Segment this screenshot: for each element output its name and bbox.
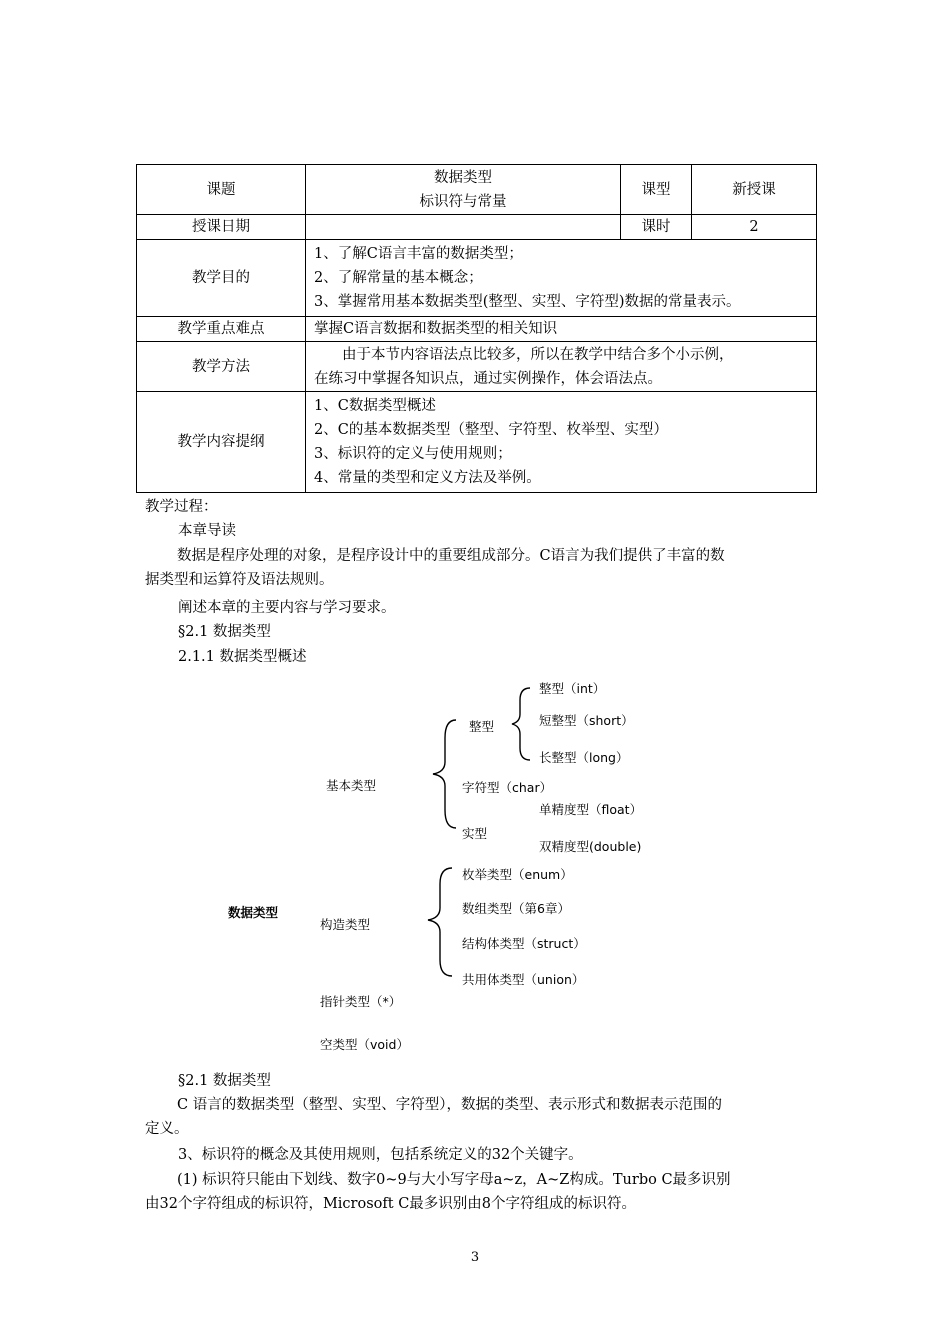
chapter-intro: 本章导读 — [178, 523, 236, 539]
type-void: 空类型（void） — [320, 1037, 409, 1052]
goals-label: 教学目的 — [137, 240, 306, 317]
brace-construct — [428, 868, 452, 976]
type-real: 实型 — [462, 826, 488, 841]
type-pointer: 指针类型（*） — [320, 994, 402, 1009]
outline-item: 4、常量的类型和定义方法及举例。 — [314, 470, 541, 486]
section-heading: §2.1 数据类型 — [178, 624, 271, 640]
paragraph-5-line1: (1) 标识符只能由下划线、数字0~9与大小写字母a~z，A~Z构成。Turbo C最多识别 — [177, 1172, 731, 1188]
type-basic: 基本类型 — [326, 778, 377, 793]
paragraph-2: 阐述本章的主要内容与学习要求。 — [178, 600, 396, 616]
type-double: 双精度型(double) — [539, 839, 642, 854]
type-union: 共用体类型（union） — [462, 972, 585, 987]
type-label: 课型 — [621, 165, 692, 215]
paragraph-3-line1: C 语言的数据类型（整型、实型、字符型），数据的类型、表示形式和数据表示范围的 — [177, 1097, 722, 1113]
type-array: 数组类型（第6章） — [462, 901, 570, 916]
paragraph-4: 3、标识符的概念及其使用规则，包括系统定义的32个关键字。 — [178, 1147, 583, 1163]
method-line1: 由于本节内容语法点比较多，所以在教学中结合多个小示例， — [342, 346, 734, 363]
paragraph-1-line2: 据类型和运算符及语法规则。 — [145, 572, 334, 588]
paragraph-3 — [145, 1093, 810, 1141]
goal-item: 1、了解C语言丰富的数据类型； — [314, 246, 523, 262]
method-line2: 在练习中掌握各知识点，通过实例操作，体会语法点。 — [314, 370, 662, 387]
process-heading: 教学过程： — [145, 499, 218, 515]
type-long: 长整型（long） — [539, 750, 629, 765]
type-enum: 枚举类型（enum） — [462, 867, 573, 882]
outline-label: 教学内容提纲 — [137, 392, 306, 493]
type-float: 单精度型（float） — [539, 802, 643, 817]
key-value: 掌握C语言数据和数据类型的相关知识 — [306, 317, 817, 342]
goal-item: 2、了解常量的基本概念； — [314, 270, 483, 286]
type-root: 数据类型 — [228, 905, 279, 920]
outline-item: 2、C的基本数据类型（整型、字符型、枚举型、实型） — [314, 422, 668, 438]
type-value: 新授课 — [692, 165, 817, 215]
type-construct: 构造类型 — [320, 917, 371, 932]
method-label: 教学方法 — [137, 342, 306, 392]
subsection-heading: 2.1.1 数据类型概述 — [178, 649, 307, 665]
hours-label: 课时 — [621, 215, 692, 240]
topic-line1: 数据类型 — [434, 169, 492, 186]
type-short: 短整型（short） — [539, 713, 634, 728]
page-number: 3 — [470, 1250, 480, 1265]
type-struct: 结构体类型（struct） — [462, 936, 586, 951]
hours-value: 2 — [692, 215, 817, 240]
paragraph-5-line2: 由32个字符组成的标识符，Microsoft C最多识别由8个字符组成的标识符。 — [145, 1196, 637, 1212]
key-label: 教学重点难点 — [137, 317, 306, 342]
section-heading-2: §2.1 数据类型 — [178, 1073, 271, 1089]
type-char: 字符型（char） — [462, 780, 553, 795]
outline-item: 1、C数据类型概述 — [314, 398, 436, 414]
topic-label: 课题 — [137, 165, 306, 215]
paragraph-1-line1: 数据是程序处理的对象，是程序设计中的重要组成部分。C语言为我们提供了丰富的数 — [177, 548, 725, 564]
type-int: 整型（int） — [539, 681, 606, 696]
date-label: 授课日期 — [137, 215, 306, 240]
goal-item: 3、掌握常用基本数据类型(整型、实型、字符型)数据的常量表示。 — [314, 294, 741, 310]
outline-item: 3、标识符的定义与使用规则； — [314, 446, 512, 462]
brace-integer — [512, 688, 530, 760]
topic-line2: 标识符与常量 — [419, 193, 507, 210]
paragraph-5 — [145, 1168, 810, 1216]
paragraph-3-line2: 定义。 — [145, 1121, 189, 1137]
brace-basic — [433, 720, 456, 828]
type-integer: 整型 — [469, 719, 495, 734]
